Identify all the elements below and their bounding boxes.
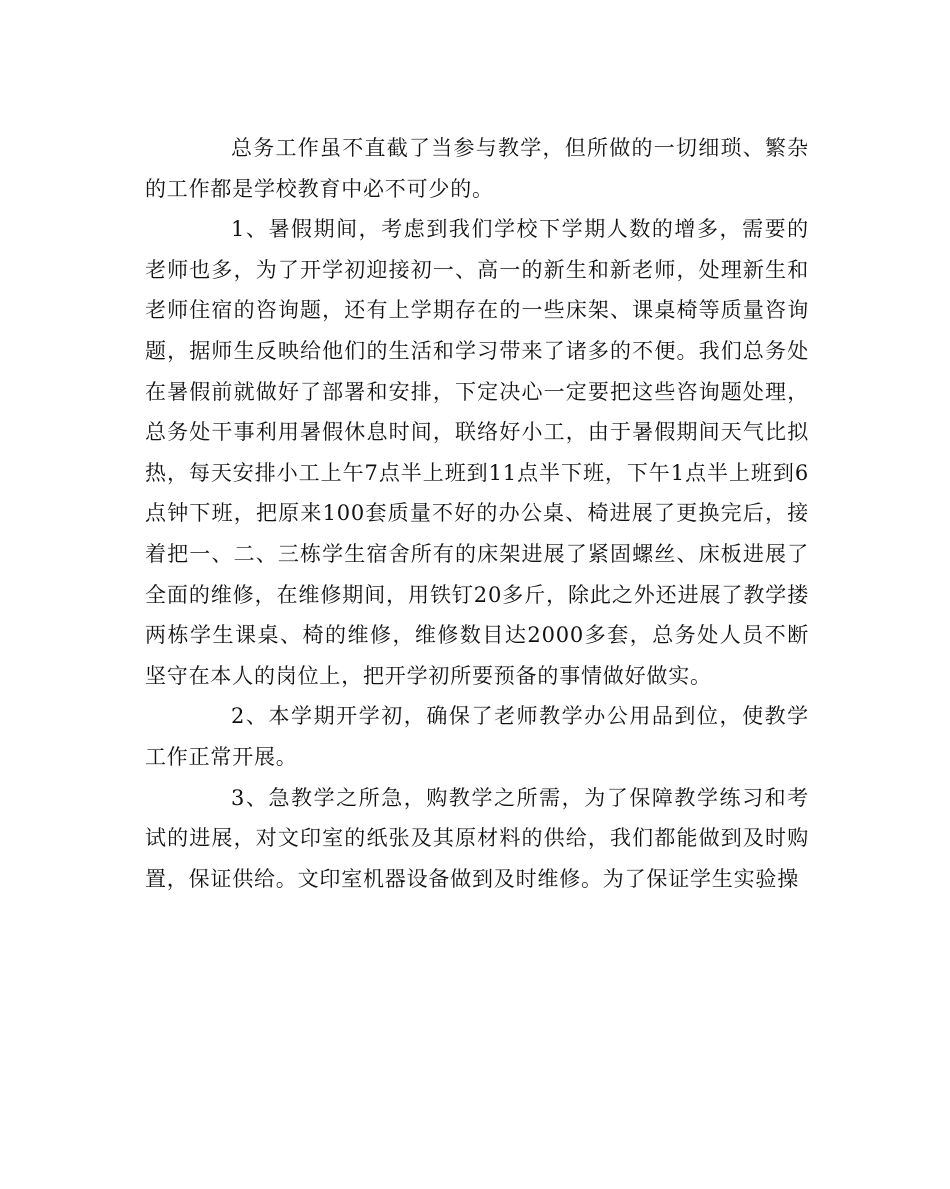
paragraph-item-3: 3、急教学之所急，购教学之所需，为了保障教学练习和考试的进展，对文印室的纸张及其原材料的供给，我们都能做到及时购置，保证供给。文印室机器设备做到及时维修。为了保证学生实验操: [145, 785, 809, 891]
paragraph-intro: 总务工作虽不直截了当参与教学，但所做的一切细琐、繁杂的工作都是学校教育中必不可少的。: [145, 136, 809, 201]
paragraph-item-2: 2、本学期开学初，确保了老师教学办公用品到位，使教学工作正常开展。: [145, 704, 809, 769]
document-body: [145, 128, 809, 899]
paragraph-item-1: 1、暑假期间，考虑到我们学校下学期人数的增多，需要的老师也多，为了开学初迎接初一、高一的新生和新老师，处理新生和老师住宿的咨询题，还有上学期存在的一些床架、课桌椅等质量咨询题，据师生反映给他们的生活和学习带来了诸多的不便。我们总务处在暑假前就做好了部署和安排，下定决心一定要把这些咨询题处理，总务处干事利用暑假休息时间，联络好小工，由于暑假期间天气比拟热，每天安排小工上午7点半上班到11点半下班，下午1点半上班到6点钟下班，把原来100套质量不好的办公桌、椅进展了更换完后，接着把一、二、三栋学生宿舍所有的床架进展了紧固螺丝、床板进展了全面的维修，在维修期间，用铁钉20多斤，除此之外还进展了教学搂两栋学生课桌、椅的维修，维修数目达2000多套，总务处人员不断坚守在本人的岗位上，把开学初所要预备的事情做好做实。: [145, 217, 809, 688]
